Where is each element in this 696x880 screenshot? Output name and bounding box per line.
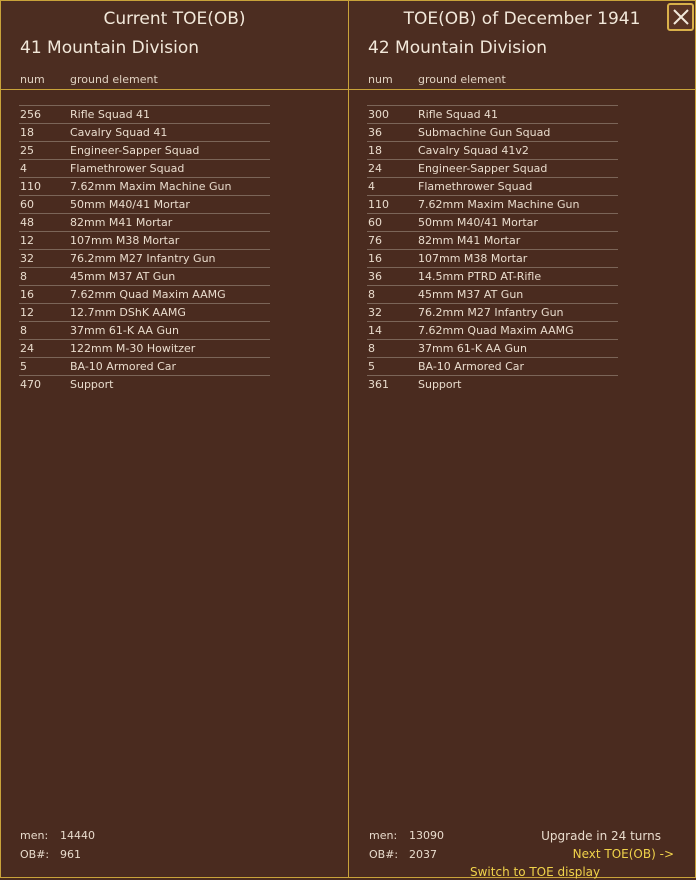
row-element: 45mm M37 AT Gun [418, 288, 524, 301]
row-num: 8 [20, 324, 27, 337]
men-value: 14440 [60, 829, 95, 842]
target-toe-header [349, 1, 695, 90]
row-num: 4 [20, 162, 27, 175]
table-row [367, 339, 618, 357]
row-element: 122mm M-30 Howitzer [70, 342, 196, 355]
table-row [19, 231, 270, 249]
row-num: 24 [368, 162, 382, 175]
row-element: Support [70, 378, 114, 391]
row-num: 12 [20, 234, 34, 247]
table-row [367, 123, 618, 141]
row-num: 18 [368, 144, 382, 157]
table-row [367, 285, 618, 303]
row-element: 7.62mm Quad Maxim AAMG [418, 324, 574, 337]
row-num: 5 [368, 360, 375, 373]
row-num: 110 [368, 198, 389, 211]
row-element: Flamethrower Squad [70, 162, 185, 175]
men-label: men: [369, 829, 398, 842]
row-num: 32 [368, 306, 382, 319]
row-element: 7.62mm Maxim Machine Gun [418, 198, 580, 211]
row-num: 16 [368, 252, 382, 265]
row-element: 37mm 61-K AA Gun [70, 324, 179, 337]
next-toe-link[interactable]: Next TOE(OB) -> [572, 847, 674, 861]
row-num: 470 [20, 378, 41, 391]
row-element: Rifle Squad 41 [418, 108, 499, 121]
table-row [19, 123, 270, 141]
row-element: 76.2mm M27 Infantry Gun [70, 252, 216, 265]
table-row [367, 267, 618, 285]
target-toe-panel [348, 0, 696, 878]
row-num: 32 [20, 252, 34, 265]
col-header-num: num [368, 73, 393, 86]
row-element: BA-10 Armored Car [418, 360, 525, 373]
row-element: 76.2mm M27 Infantry Gun [418, 306, 564, 319]
table-row [19, 105, 270, 123]
table-row [367, 303, 618, 321]
table-row [19, 339, 270, 357]
row-element: 37mm 61-K AA Gun [418, 342, 527, 355]
panel-title: Current TOE(OB) [103, 9, 246, 29]
row-num: 24 [20, 342, 34, 355]
table-row [19, 159, 270, 177]
row-element: 107mm M38 Mortar [70, 234, 180, 247]
row-element: 107mm M38 Mortar [418, 252, 528, 265]
table-row [367, 159, 618, 177]
upgrade-status: Upgrade in 24 turns [541, 829, 661, 843]
table-row [367, 249, 618, 267]
table-row [367, 195, 618, 213]
close-x-icon [672, 8, 690, 26]
row-num: 60 [20, 198, 34, 211]
row-num: 256 [20, 108, 41, 121]
row-num: 4 [368, 180, 375, 193]
row-element: 50mm M40/41 Mortar [418, 216, 538, 229]
row-num: 36 [368, 270, 382, 283]
table-row [367, 105, 618, 123]
row-element: 45mm M37 AT Gun [70, 270, 176, 283]
table-row [19, 357, 270, 375]
col-header-element: ground element [418, 73, 506, 86]
row-element: 7.62mm Quad Maxim AAMG [70, 288, 226, 301]
close-button[interactable] [667, 3, 694, 31]
row-element: Cavalry Squad 41v2 [418, 144, 529, 157]
row-element: Submachine Gun Squad [418, 126, 551, 139]
table-row [19, 285, 270, 303]
ob-label: OB#: [20, 848, 50, 861]
row-num: 8 [368, 288, 375, 301]
row-num: 8 [368, 342, 375, 355]
row-element: 50mm M40/41 Mortar [70, 198, 190, 211]
table-row [367, 141, 618, 159]
row-element: Cavalry Squad 41 [70, 126, 168, 139]
table-row [19, 213, 270, 231]
table-row [367, 213, 618, 231]
row-num: 300 [368, 108, 389, 121]
row-element: 7.62mm Maxim Machine Gun [70, 180, 232, 193]
row-num: 36 [368, 126, 382, 139]
col-header-num: num [20, 73, 45, 86]
row-num: 14 [368, 324, 382, 337]
row-num: 361 [368, 378, 389, 391]
row-element: 82mm M41 Mortar [70, 216, 173, 229]
switch-toe-display-link[interactable]: Switch to TOE display [470, 865, 601, 879]
row-element: 82mm M41 Mortar [418, 234, 521, 247]
unit-name: 41 Mountain Division [20, 38, 199, 58]
col-header-element: ground element [70, 73, 158, 86]
row-element: Flamethrower Squad [418, 180, 533, 193]
table-row [19, 195, 270, 213]
current-toe-header [1, 1, 348, 90]
row-element: Rifle Squad 41 [70, 108, 151, 121]
row-num: 18 [20, 126, 34, 139]
table-row [367, 177, 618, 195]
panel-title: TOE(OB) of December 1941 [403, 9, 641, 29]
row-element: 14.5mm PTRD AT-Rifle [418, 270, 542, 283]
table-row [19, 375, 270, 393]
table-row [19, 177, 270, 195]
row-element: Engineer-Sapper Squad [70, 144, 200, 157]
row-num: 110 [20, 180, 41, 193]
table-row [367, 357, 618, 375]
table-row [19, 249, 270, 267]
row-num: 12 [20, 306, 34, 319]
row-num: 8 [20, 270, 27, 283]
table-row [19, 321, 270, 339]
ob-label: OB#: [369, 848, 399, 861]
row-num: 76 [368, 234, 382, 247]
table-row [367, 231, 618, 249]
row-num: 60 [368, 216, 382, 229]
table-row [367, 321, 618, 339]
ob-value: 961 [60, 848, 81, 861]
men-value: 13090 [409, 829, 444, 842]
row-num: 48 [20, 216, 34, 229]
row-num: 16 [20, 288, 34, 301]
target-toe-list [367, 105, 618, 393]
row-element: BA-10 Armored Car [70, 360, 177, 373]
unit-name: 42 Mountain Division [368, 38, 547, 58]
men-label: men: [20, 829, 49, 842]
table-row [19, 267, 270, 285]
table-row [19, 303, 270, 321]
current-toe-list [19, 105, 270, 393]
row-element: Support [418, 378, 462, 391]
row-num: 5 [20, 360, 27, 373]
table-row [19, 141, 270, 159]
row-element: Engineer-Sapper Squad [418, 162, 548, 175]
row-element: 12.7mm DShK AAMG [70, 306, 186, 319]
table-row [367, 375, 618, 393]
row-num: 25 [20, 144, 34, 157]
ob-value: 2037 [409, 848, 437, 861]
